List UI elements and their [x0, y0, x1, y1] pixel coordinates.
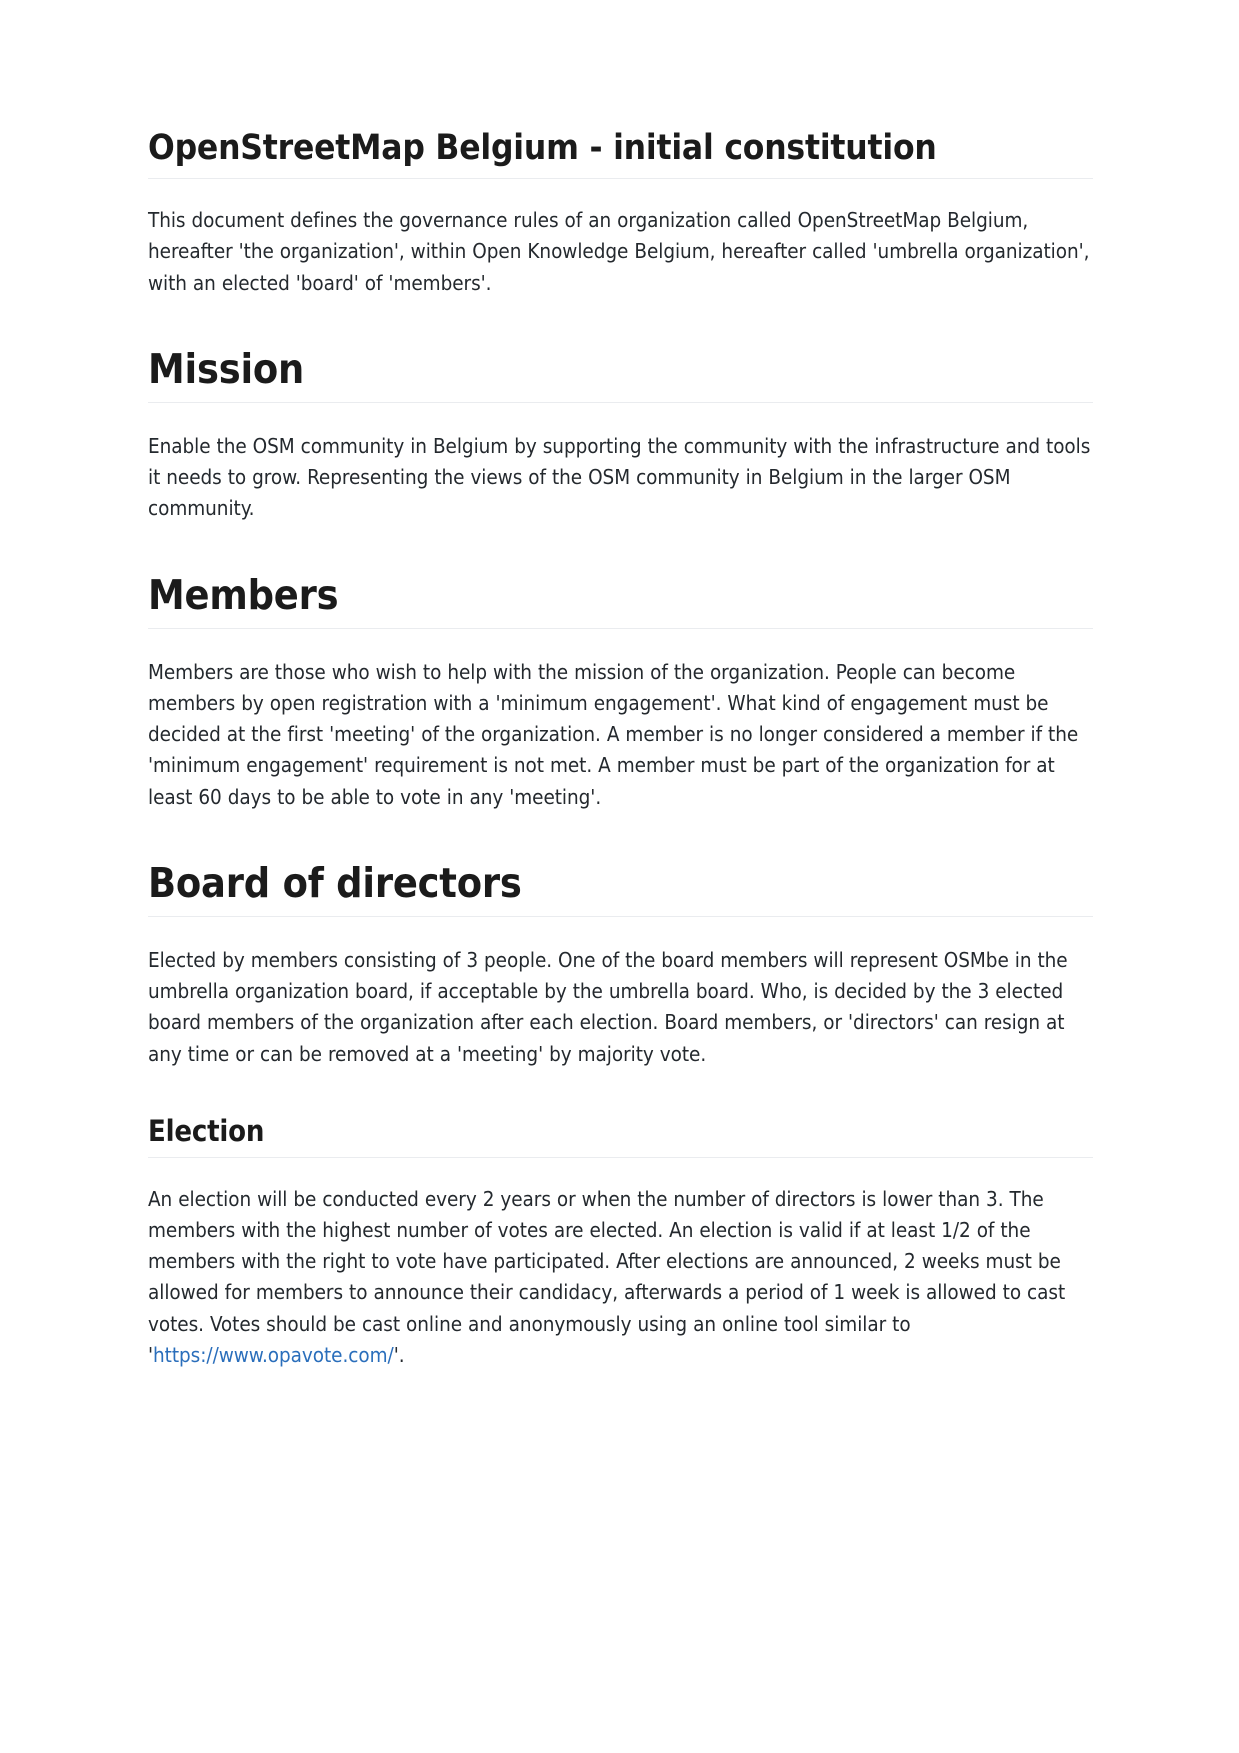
section-heading-mission: Mission: [148, 345, 1093, 403]
section-heading-election: Election: [148, 1114, 1093, 1158]
election-text-before-link: An election will be conducted every 2 years or when the number of directors is lower than 3. The members with the highest number of votes are elected. An election is valid if at least 1/2 of the members with the right to vote have participated. After elections are announced, 2 weeks must be allowed for members to announce their candidacy, afterwards a period of 1 week is allowed to cast votes. Votes should be cast online and anonymously using an online tool similar to ': [148, 1186, 1066, 1367]
page-title: OpenStreetMap Belgium - initial constitution: [148, 128, 1093, 179]
opavote-link[interactable]: https://www.opavote.com/: [153, 1342, 394, 1367]
intro-paragraph: This document defines the governance rules of an organization called OpenStreetMap Belgium, hereafter 'the organization', within Open Knowledge Belgium, hereafter called 'umbrella organization', with an elected 'board' of 'members'.: [148, 208, 1090, 295]
section-body-mission: Enable the OSM community in Belgium by supporting the community with the infrastructure and tools it needs to grow. Representing the views of the OSM community in Belgium in the larger OSM community.: [148, 434, 1091, 521]
section-heading-board-of-directors: Board of directors: [148, 859, 1093, 917]
section-election: [148, 1114, 1093, 1371]
section-body-election: [148, 1184, 1093, 1371]
section-heading-members: Members: [148, 571, 1093, 629]
section-body-board-of-directors: Elected by members consisting of 3 people. One of the board members will represent OSMbe in the umbrella organization board, if acceptable by the umbrella board. Who, is decided by the 3 elected board members of the organization after each election. Board members, or 'directors' can resign at any time or can be removed at a 'meeting' by majority vote.: [148, 948, 1068, 1066]
section-members: [148, 571, 1093, 813]
election-text-after-link: '.: [393, 1342, 405, 1367]
section-body-members: Members are those who wish to help with the mission of the organization. People can become members by open registration with a 'minimum engagement'. What kind of engagement must be decided at the first 'meeting' of the organization. A member is no longer considered a member if the 'minimum engagement' requirement is not met. A member must be part of the organization for at least 60 days to be able to vote in any 'meeting'.: [148, 659, 1079, 809]
section-mission: [148, 345, 1093, 525]
section-board-of-directors: [148, 859, 1093, 1070]
document-content: [148, 128, 1093, 1371]
